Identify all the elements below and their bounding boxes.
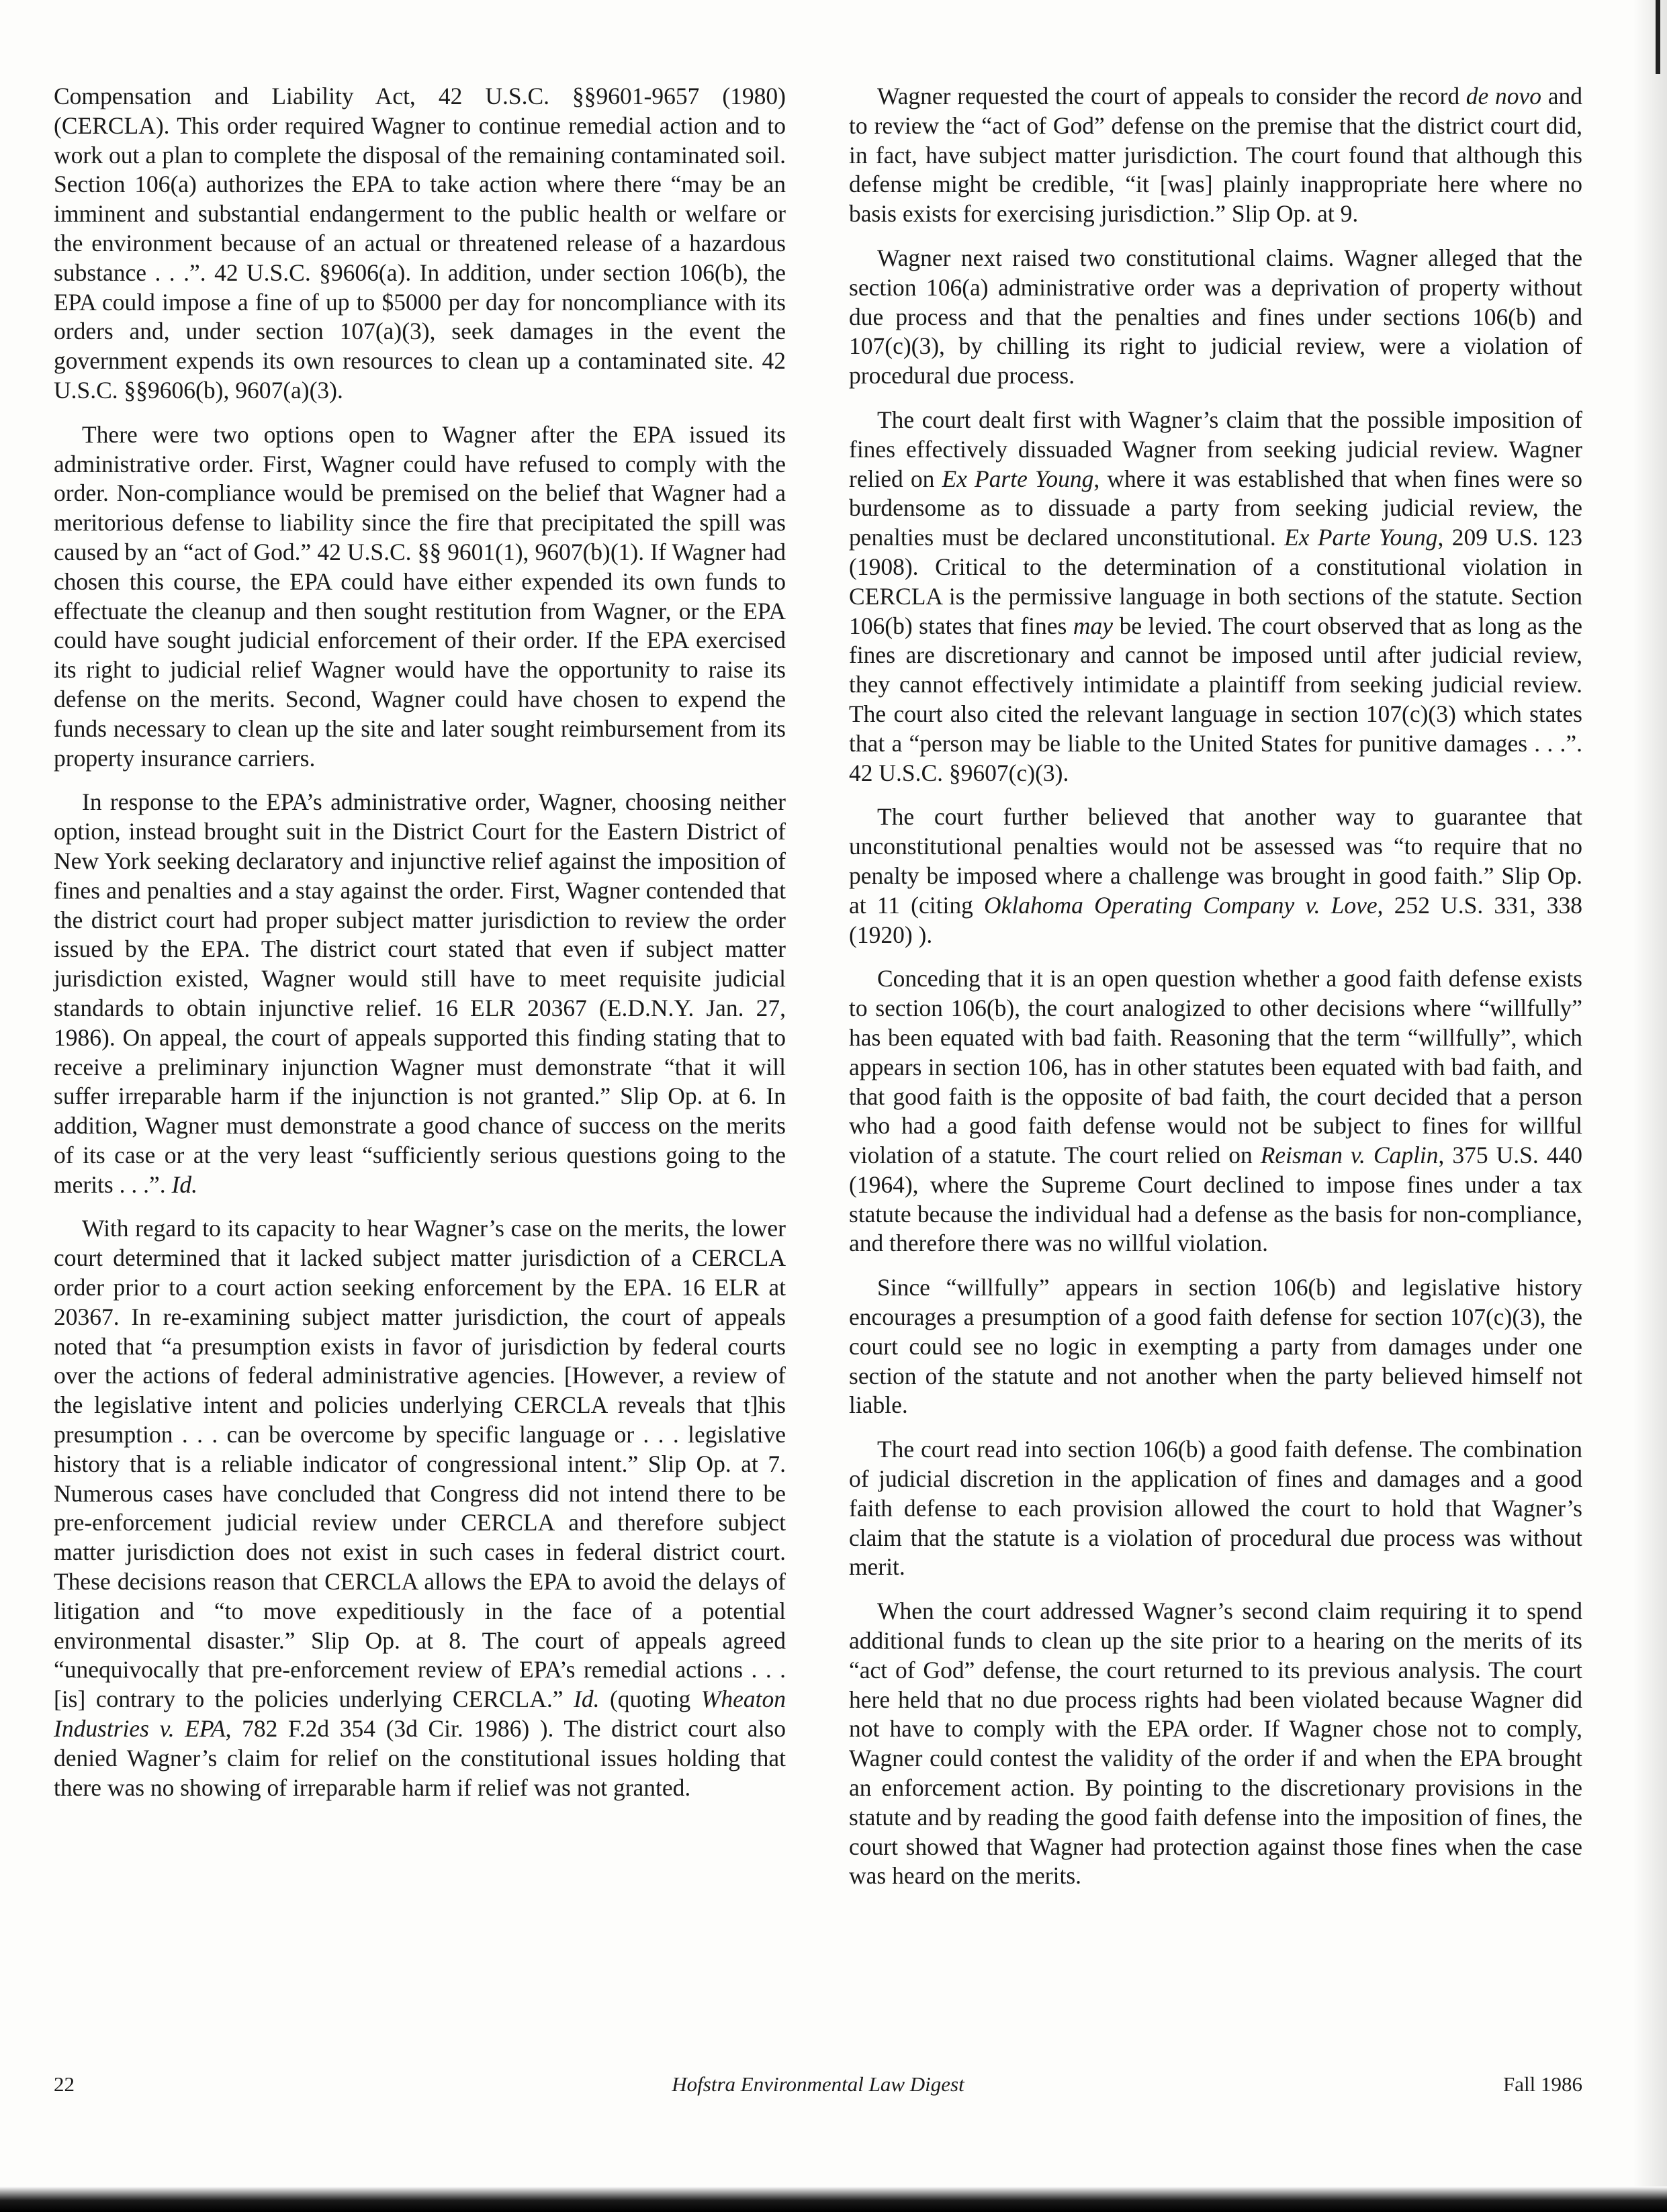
page-footer xyxy=(54,2072,1582,2102)
paragraph: Compensation and Liability Act, 42 U.S.C. §§9601-9657 (1980) (CERCLA). This order required Wagner to continue remedial action and to work out a plan to complete the disposal of the remaining contaminated soil. Section 106(a) authorizes the EPA to take action where there “may be an imminent and substantial endangerment to the public health or welfare or the environment because of an actual or threatened release of a hazardous substance . . .”. 42 U.S.C. §9606(a). In addition, under section 106(b), the EPA could impose a fine of up to $5000 per day for noncompliance with its orders and, under section 107(a)(3), seek damages in the event the government expends its own resources to clean up a contaminated site. 42 U.S.C. §§9606(b), 9607(a)(3). xyxy=(54,83,786,404)
paragraph: With regard to its capacity to hear Wagner’s case on the merits, the lower court determined that it lacked subject matter jurisdiction of a CERCLA order prior to a court action seeking enforcement by the EPA. 16 ELR at 20367. In re-examining subject matter jurisdiction, the court of appeals noted that “a presumption exists in favor of jurisdiction by federal courts over the actions of federal administrative agencies. [However, a review of the legislative intent and policies underlying CERCLA reveals that t]his presumption . . . can be overcome by specific language or . . . legislative history that is a reliable indicator of congressional intent.” Slip Op. at 7. Numerous cases have concluded that Congress did not intend there to be pre-enforcement judicial review under CERCLA and therefore subject matter jurisdiction does not exist in such cases in federal district court. These decisions reason that CERCLA allows the EPA to avoid the delays of litigation and “to move expeditiously in the face of a potential environmental disaster.” Slip Op. at 8. The court of appeals agreed “unequivocally that pre-enforcement review of EPA’s remedial actions . . . [is] contrary to the policies underlying CERCLA.” Id. (quoting Wheaton Industries v. EPA, 782 F.2d 354 (3d Cir. 1986) ). The district court also denied Wagner’s claim for relief on the constitutional issues holding that there was no showing of irreparable harm if relief was not granted. xyxy=(54,1215,786,1801)
journal-title: Hofstra Environmental Law Digest xyxy=(672,2072,964,2096)
page-number: 22 xyxy=(54,2072,75,2096)
issue-date: Fall 1986 xyxy=(1503,2072,1582,2096)
paragraph: The court dealt first with Wagner’s claim that the possible imposition of fines effectively dissuaded Wagner from seeking judicial review. Wagner relied on Ex Parte Young, where it was established that when fines were so burdensome as to dissuade a party from seeking judicial review, the penalties must be declared unconstitutional. Ex Parte Young, 209 U.S. 123 (1908). Critical to the determination of a constitutional violation in CERCLA is the permissive language in both sections of the statute. Section 106(b) states that fines may be levied. The court observed that as long as the fines are discretionary and cannot be imposed until after judicial review, they cannot effectively intimidate a plaintiff from seeking judicial review. The court also cited the relevant language in section 107(c)(3) which states that a “person may be liable to the United States for punitive damages . . .”. 42 U.S.C. §9607(c)(3). xyxy=(849,406,1583,786)
paragraph: The court further believed that another way to guarantee that unconstitutional penalties would not be assessed was “to require that no penalty be imposed where a challenge was brought in good faith.” Slip Op. at 11 (citing Oklahoma Operating Company v. Love, 252 U.S. 331, 338 (1920) ). xyxy=(849,803,1582,948)
paragraph: When the court addressed Wagner’s second claim requiring it to spend additional funds to clean up the site prior to a hearing on the merits of its “act of God” defense, the court returned to its previous analysis. The court here held that no due process rights had been violated because Wagner did not have to comply with the EPA order. If Wagner chose not to comply, Wagner could contest the validity of the order if and when the EPA brought an enforcement action. By pointing to the discretionary provisions in the statute and by reading the good faith defense into the imposition of fines, the court showed that Wagner had protection against those fines when the case was heard on the merits. xyxy=(849,1598,1582,1890)
paragraph: There were two options open to Wagner after the EPA issued its administrative order. First, Wagner could have refused to comply with the order. Non-compliance would be premised on the belief that Wagner had a meritorious defense to liability since the fire that precipitated the spill was caused by an “act of God.” 42 U.S.C. §§ 9601(1), 9607(b)(1). If Wagner had chosen this course, the EPA could have either expended its own funds to effectuate the cleanup and then sought restitution from Wagner, or the EPA could have sought judicial enforcement of their order. If the EPA exercised its right to judicial relief Wagner would have the opportunity to raise its defense on the merits. Second, Wagner could have chosen to expend the funds necessary to clean up the site and later sought reimbursement from its property insurance carriers. xyxy=(54,420,786,772)
paragraph: Wagner requested the court of appeals to consider the record de novo and to review the “act of God” defense on the premise that the district court did, in fact, have subject matter jurisdiction. The court found that although this defense might be credible, “it [was] plainly inappropriate here where no basis exists for exercising jurisdiction.” Slip Op. at 9. xyxy=(849,83,1582,228)
scan-bottom-edge xyxy=(0,2186,1667,2212)
paragraph: Conceding that it is an open question whether a good faith defense exists to section 106(b), the court analogized to other decisions where “willfully” has been equated with bad faith. Reasoning that the term “willfully”, which appears in section 106, has in other statutes been equated with bad faith, and that good faith is the opposite of bad faith, the court decided that a person who had a good faith defense would not be subject to fines for willful violation of a statute. The court relied on Reisman v. Caplin, 375 U.S. 440 (1964), where the Supreme Court declined to impose fines under a tax statute because the individual had a defense as the basis for non-compliance, and therefore there was no willful violation. xyxy=(849,965,1582,1257)
paragraph: The court read into section 106(b) a good faith defense. The combination of judicial discretion in the application of fines and damages and a good faith defense to each provision allowed the court to hold that Wagner’s claim that the statute is a violation of procedural due process was without merit. xyxy=(849,1436,1582,1581)
scan-shadow xyxy=(1633,0,1667,2212)
paragraph: Wagner next raised two constitutional claims. Wagner alleged that the section 106(a) administrative order was a deprivation of property without due process and that the penalties and fines under sections 106(b) and 107(c)(3), by chilling its right to judicial review, were a violation of procedural due process. xyxy=(849,244,1582,389)
paragraph: Since “willfully” appears in section 106(b) and legislative history encourages a presumption of a good faith defense for section 107(c)(3), the court could see no logic in exempting a party from damages under one section of the statute and not another when the party believed himself not liable. xyxy=(849,1274,1582,1419)
right-column xyxy=(849,82,1582,1906)
scan-edge-mark xyxy=(1656,0,1660,74)
left-column xyxy=(54,82,786,1817)
paragraph: In response to the EPA’s administrative order, Wagner, choosing neither option, instead brought suit in the District Court for the Eastern District of New York seeking declaratory and injunctive relief against the imposition of fines and penalties and a stay against the order. First, Wagner contended that the district court had proper subject matter jurisdiction to review the order issued by the EPA. The district court stated that even if subject matter jurisdiction existed, Wagner would still have to meet requisite judicial standards to obtain injunctive relief. 16 ELR 20367 (E.D.N.Y. Jan. 27, 1986). On appeal, the court of appeals supported this finding stating that to receive a preliminary injunction Wagner must demonstrate “that it will suffer irreparable harm if the injunction is not granted.” Slip Op. at 6. In addition, Wagner must demonstrate a good chance of success on the merits of its case or at the very least “sufficiently serious questions going to the merits . . .”. Id. xyxy=(54,788,786,1198)
